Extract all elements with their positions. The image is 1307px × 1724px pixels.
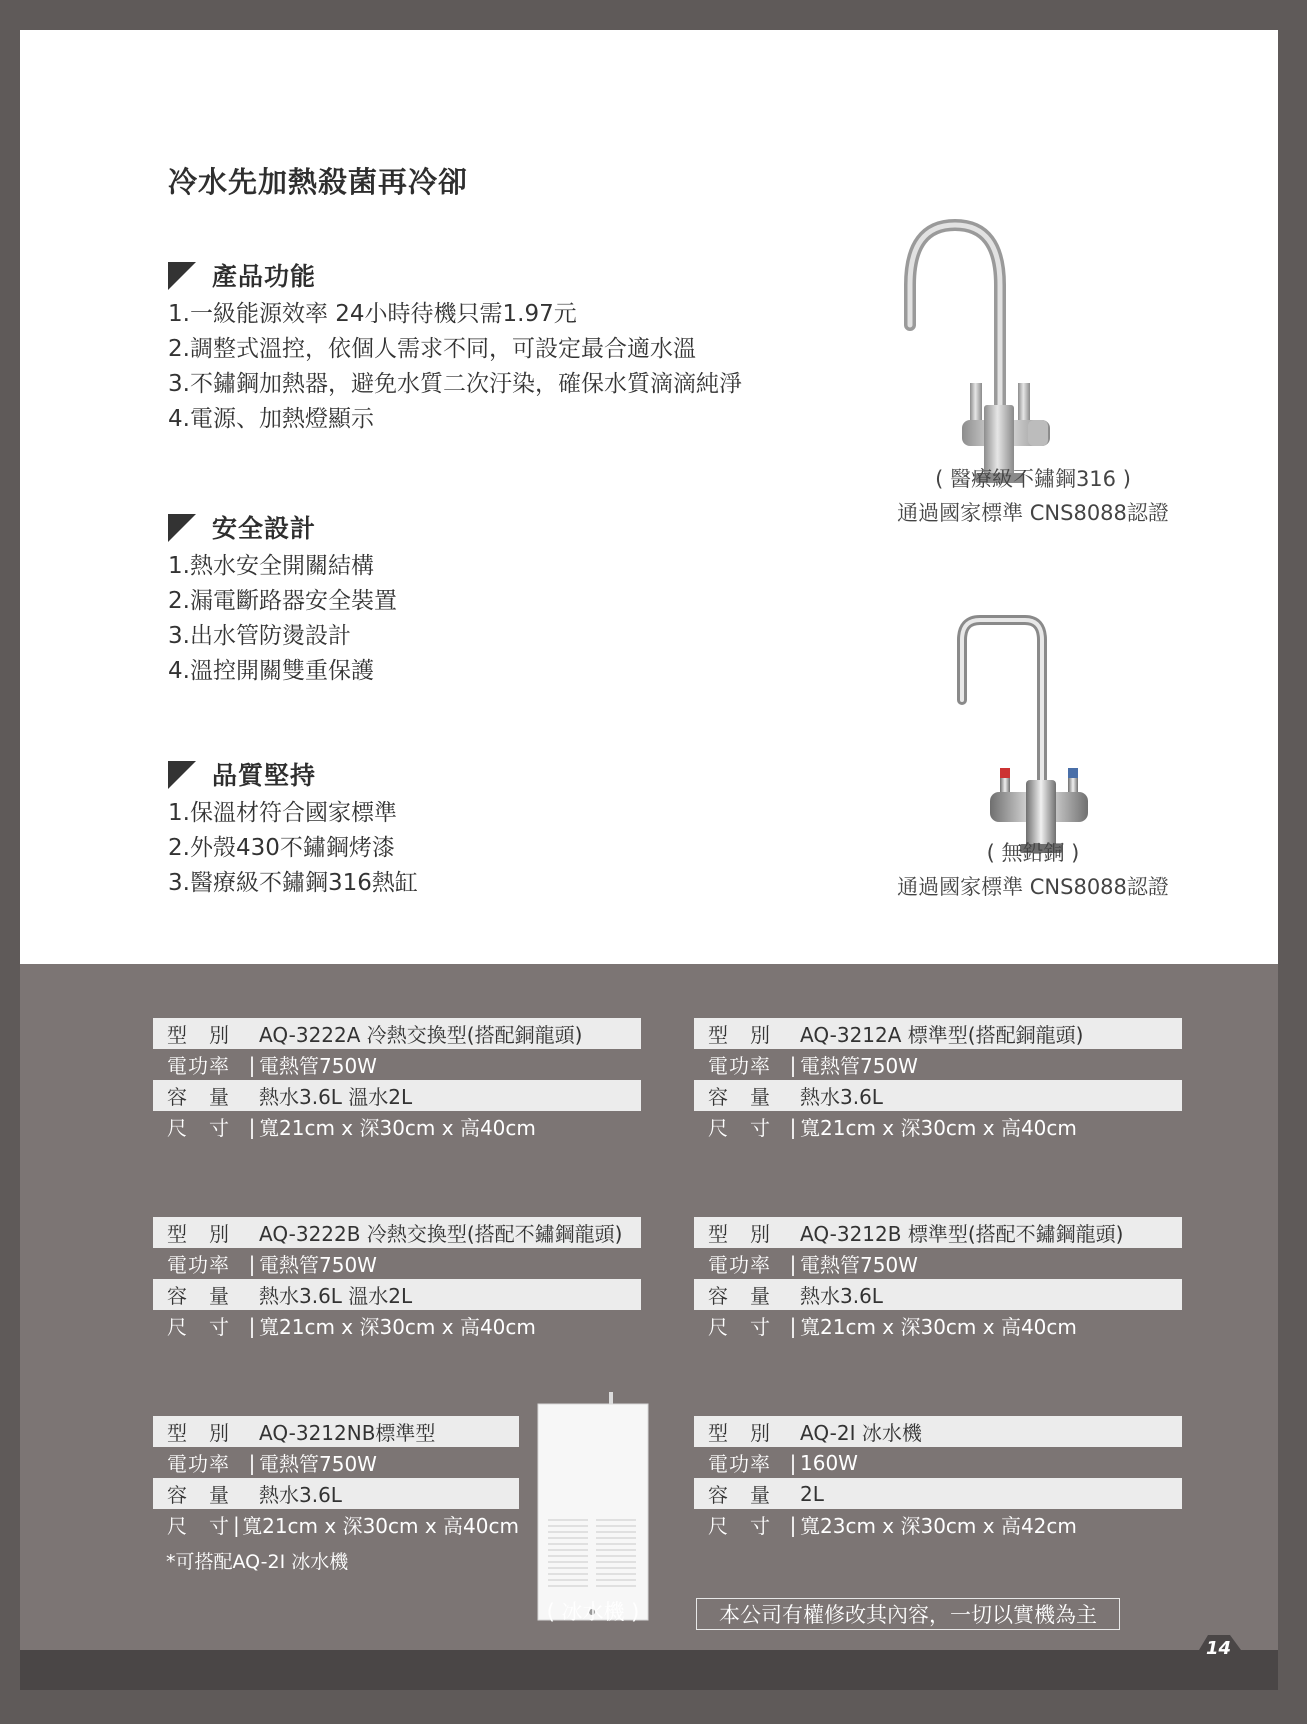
spec-value: 熱水3.6L	[800, 1284, 883, 1308]
spec-key: 容 量	[708, 1483, 771, 1507]
faucet1-caption	[870, 462, 1196, 530]
spec-row-power	[694, 1248, 1182, 1279]
spec-separator: |	[248, 1450, 256, 1475]
spec-key: 容 量	[167, 1085, 230, 1109]
spec-separator: |	[789, 1114, 797, 1139]
spec-key: 尺 寸	[708, 1315, 771, 1339]
spec-separator: |	[248, 1251, 256, 1276]
caption-line: 通過國家標準 CNS8088認證	[897, 501, 1169, 525]
spec-key: 尺 寸	[167, 1514, 230, 1538]
spec-table	[153, 1018, 641, 1142]
spec-separator: |	[248, 1114, 256, 1139]
spec-key: 尺 寸	[167, 1315, 230, 1339]
spec-row-model	[153, 1416, 519, 1447]
spec-key: 型 別	[167, 1222, 230, 1246]
spec-row-model	[153, 1217, 641, 1248]
spec-row-size	[694, 1111, 1182, 1142]
spec-separator: |	[789, 1450, 797, 1475]
list-item: 3.不鏽鋼加熱器，避免水質二次汙染，確保水質滴滴純淨	[168, 371, 742, 397]
list-item: 2.外殼430不鏽鋼烤漆	[168, 835, 395, 861]
spec-key: 容 量	[167, 1483, 230, 1507]
spec-separator: |	[248, 1313, 256, 1338]
spec-row-size	[153, 1111, 641, 1142]
spec-value: 電熱管750W	[259, 1054, 377, 1078]
spec-row-size	[694, 1509, 1182, 1540]
spec-value: 電熱管750W	[259, 1253, 377, 1277]
spec-key: 型 別	[167, 1421, 230, 1445]
spec-row-model	[153, 1018, 641, 1049]
page	[20, 30, 1278, 1690]
spec-key: 容 量	[708, 1284, 771, 1308]
spec-key: 尺 寸	[708, 1116, 771, 1140]
list-item: 2.調整式溫控，依個人需求不同，可設定最合適水溫	[168, 336, 696, 362]
spec-key: 電功率	[167, 1054, 230, 1078]
spec-table	[153, 1416, 519, 1540]
icebox-caption: ( 冰水機 )	[546, 1600, 640, 1624]
spec-table	[153, 1217, 641, 1341]
spec-separator: |	[789, 1251, 797, 1276]
spec-value: AQ-3212NB標準型	[259, 1421, 436, 1445]
section-title: 品質堅持	[212, 761, 317, 790]
spec-separator: |	[789, 1052, 797, 1077]
section-title: 安全設計	[212, 514, 317, 543]
spec-key: 容 量	[167, 1284, 230, 1308]
spec-row-capacity	[153, 1478, 519, 1509]
section-safety	[168, 507, 397, 689]
spec-value: 電熱管750W	[259, 1452, 377, 1476]
spec-key: 型 別	[167, 1023, 230, 1047]
spec-row-power	[153, 1447, 519, 1478]
spec-row-model	[694, 1416, 1182, 1447]
spec-table	[694, 1416, 1182, 1540]
list-item: 3.出水管防燙設計	[168, 623, 351, 649]
spec-row-capacity	[153, 1279, 641, 1310]
spec-value: AQ-3212B 標準型(搭配不鏽鋼龍頭)	[800, 1222, 1124, 1246]
list-item: 3.醫療級不鏽鋼316熱缸	[168, 870, 418, 896]
spec-key: 型 別	[708, 1222, 771, 1246]
spec-key: 電功率	[708, 1452, 771, 1476]
spec-row-power	[153, 1049, 641, 1080]
spec-value: AQ-3212A 標準型(搭配銅龍頭)	[800, 1023, 1084, 1047]
caption-line: ( 無鉛銅 )	[986, 841, 1080, 865]
spec-separator: |	[248, 1052, 256, 1077]
triangle-bullet-icon	[168, 761, 196, 789]
spec-value: 160W	[800, 1450, 858, 1475]
spec-value: 電熱管750W	[800, 1054, 918, 1078]
caption-line: ( 醫療級不鏽鋼316 )	[935, 467, 1131, 491]
notice-box: 本公司有權修改其內容，一切以實機為主	[696, 1598, 1120, 1630]
spec-value: 2L	[800, 1481, 824, 1506]
ice-water-machine-image	[536, 1390, 650, 1622]
spec-key: 尺 寸	[708, 1514, 771, 1538]
spec-key: 電功率	[708, 1253, 771, 1277]
spec-key: 電功率	[708, 1054, 771, 1078]
faucet2-caption	[870, 836, 1196, 904]
spec-value: 寬21cm x 深30cm x 高40cm	[800, 1116, 1077, 1140]
spec-value: 寬21cm x 深30cm x 高40cm	[242, 1514, 519, 1538]
spec-key: 容 量	[708, 1085, 771, 1109]
spec-key: 電功率	[167, 1253, 230, 1277]
section-quality	[168, 754, 418, 901]
spec-row-capacity	[694, 1279, 1182, 1310]
spec-row-size	[153, 1509, 519, 1540]
footer-band	[20, 1650, 1278, 1690]
section-features	[168, 255, 742, 437]
spec-value: 電熱管750W	[800, 1253, 918, 1277]
spec-key: 型 別	[708, 1023, 771, 1047]
spec-row-capacity	[694, 1080, 1182, 1111]
stainless-faucet-image	[900, 215, 1100, 485]
section-title: 產品功能	[212, 262, 317, 291]
spec-key: 尺 寸	[167, 1116, 230, 1140]
list-item: 1.一級能源效率 24小時待機只需1.97元	[168, 301, 577, 327]
list-item: 4.溫控開關雙重保護	[168, 658, 374, 684]
caption-line: 通過國家標準 CNS8088認證	[897, 875, 1169, 899]
spec-value: 寬21cm x 深30cm x 高40cm	[259, 1315, 536, 1339]
copper-faucet-image	[950, 610, 1090, 860]
page-number: 14	[1206, 1638, 1232, 1659]
spec-separator: |	[789, 1313, 797, 1338]
list-item: 4.電源、加熱燈顯示	[168, 406, 374, 432]
page-title: 冷水先加熱殺菌再冷卻	[168, 165, 469, 199]
spec-note: *可搭配AQ-2I 冰水機	[166, 1551, 349, 1573]
spec-separator: |	[789, 1512, 797, 1537]
list-item: 1.保溫材符合國家標準	[168, 800, 397, 826]
spec-row-capacity	[694, 1478, 1182, 1509]
spec-key: 型 別	[708, 1421, 771, 1445]
list-item: 2.漏電斷路器安全裝置	[168, 588, 397, 614]
spec-value: AQ-3222B 冷熱交換型(搭配不鏽鋼龍頭)	[259, 1222, 623, 1246]
spec-row-size	[694, 1310, 1182, 1341]
spec-value: AQ-3222A 冷熱交換型(搭配銅龍頭)	[259, 1023, 583, 1047]
spec-value: 寬23cm x 深30cm x 高42cm	[800, 1514, 1077, 1538]
spec-table	[694, 1217, 1182, 1341]
triangle-bullet-icon	[168, 262, 196, 290]
spec-row-size	[153, 1310, 641, 1341]
spec-value: 熱水3.6L	[800, 1085, 883, 1109]
spec-row-model	[694, 1018, 1182, 1049]
spec-value: 熱水3.6L 溫水2L	[259, 1085, 413, 1109]
spec-value: 寬21cm x 深30cm x 高40cm	[259, 1116, 536, 1140]
spec-value: 熱水3.6L	[259, 1483, 342, 1507]
spec-separator: |	[233, 1512, 240, 1537]
spec-value: 寬21cm x 深30cm x 高40cm	[800, 1315, 1077, 1339]
spec-row-power	[153, 1248, 641, 1279]
list-item: 1.熱水安全開關結構	[168, 553, 374, 579]
spec-row-model	[694, 1217, 1182, 1248]
spec-row-capacity	[153, 1080, 641, 1111]
spec-value: 熱水3.6L 溫水2L	[259, 1284, 413, 1308]
spec-key: 電功率	[167, 1452, 230, 1476]
spec-row-power	[694, 1049, 1182, 1080]
spec-row-power	[694, 1447, 1182, 1478]
triangle-bullet-icon	[168, 514, 196, 542]
spec-table	[694, 1018, 1182, 1142]
spec-value: AQ-2I 冰水機	[800, 1421, 922, 1445]
